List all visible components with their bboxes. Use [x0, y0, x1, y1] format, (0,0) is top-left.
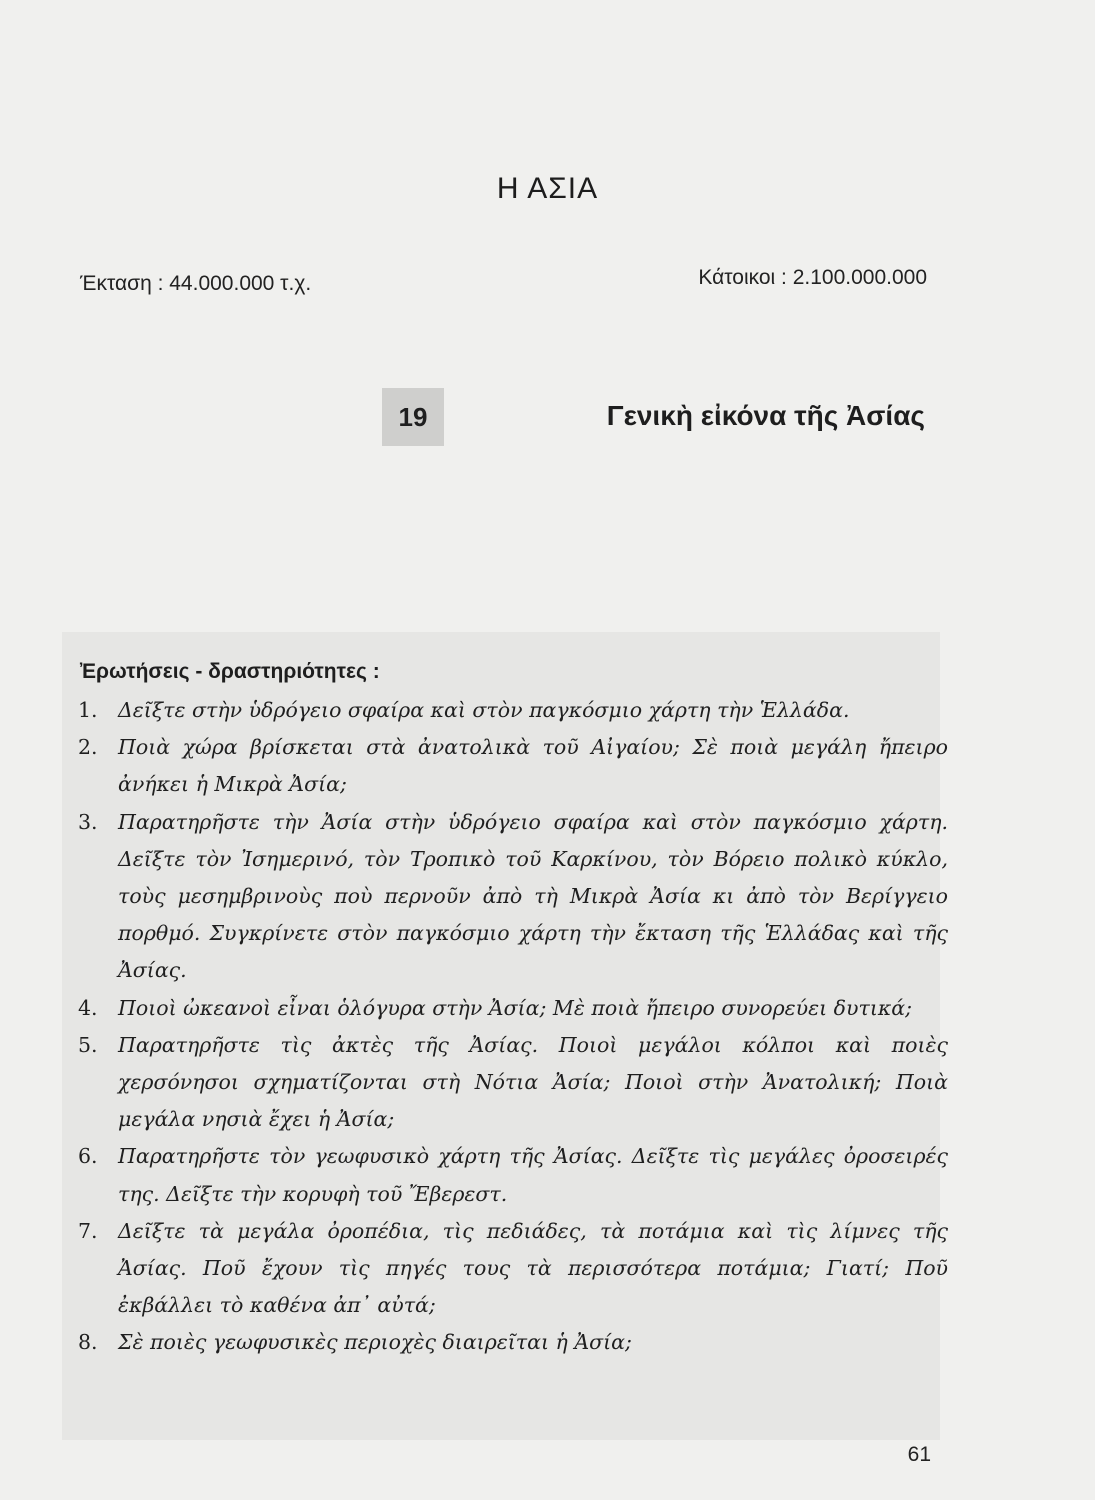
question-text: Δεῖξτε στὴν ὑδρόγειο σφαίρα καὶ στὸν παγκόσμιο χάρτη τὴν Ἑλλάδα. [118, 698, 850, 722]
question-number: 4. [78, 995, 98, 1020]
area-info: Έκταση : 44.000.000 τ.χ. [80, 272, 312, 295]
question-text: Παρατηρῆστε τὶς ἀκτὲς τῆς Ἀσίας. Ποιοὶ μεγάλοι κόλποι καὶ ποιὲς χερσόνησοι σχηματίζονται στὴ Νότια Ἀσία; Ποιοὶ στὴν Ἀνατολική; Ποιὰ μεγάλα νησιὰ ἔχει ἡ Ἀσία; [118, 1032, 948, 1132]
lesson-number-badge: 19 [382, 388, 444, 446]
question-number: 2. [78, 735, 98, 760]
question-item [78, 1324, 948, 1361]
question-text: Παρατηρῆστε τὴν Ἀσία στὴν ὑδρόγειο σφαίρα καὶ στὸν παγκόσμιο χάρτη. Δεῖξτε τὸν Ἰσημερινό, τὸν Τροπικὸ τοῦ Καρκίνου, τὸν Βόρειο πολικὸ κύκλο, τοὺς μεσημβρινοὺς ποὺ περνοῦν ἀπὸ τὴ Μικρὰ Ἀσία κι ἀπὸ τὸν Βερίγγειο πορθμό. Συγκρίνετε στὸν παγκόσμιο χάρτη τὴν ἔκταση τῆς Ἑλλάδας καὶ τῆς Ἀσίας. [118, 809, 948, 983]
question-text: Παρατηρῆστε τὸν γεωφυσικὸ χάρτη τῆς Ἀσίας. Δεῖξτε τὶς μεγάλες ὀροσειρές της. Δεῖξτε τὴν κορυφὴ τοῦ Ἔβερεστ. [118, 1144, 948, 1206]
question-number: 7. [78, 1218, 98, 1243]
question-text: Ποιὰ χώρα βρίσκεται στὰ ἀνατολικὰ τοῦ Αἰγαίου; Σὲ ποιὰ μεγάλη ἤπειρο ἀνήκει ἡ Μικρὰ Ἀσία; [118, 735, 948, 797]
lesson-title: Γενικὴ εἰκόνα τῆς Ἀσίας [606, 400, 925, 431]
population-info: Κάτοικοι : 2.100.000.000 [698, 266, 927, 289]
chapter-title: Η ΑΣΙΑ [496, 172, 599, 205]
questions-list [78, 692, 948, 1362]
question-number: 8. [78, 1330, 98, 1355]
question-text: Σὲ ποιὲς γεωφυσικὲς περιοχὲς διαιρεῖται ἡ Ἀσία; [118, 1330, 632, 1355]
question-number: 1. [78, 698, 98, 722]
question-number: 6. [78, 1144, 98, 1169]
question-item [78, 804, 948, 990]
question-item [78, 1213, 948, 1325]
page-number: 61 [907, 1443, 931, 1466]
question-text: Δεῖξτε τὰ μεγάλα ὀροπέδια, τὶς πεδιάδες, τὰ ποτάμια καὶ τὶς λίμνες τῆς Ἀσίας. Ποῦ ἔχουν τὶς πηγές τους τὰ περισσότερα ποτάμια; Γιατί; Ποῦ ἐκβάλλει τὸ καθένα ἀπ᾿ αὐτά; [118, 1218, 948, 1318]
question-item [78, 729, 948, 803]
question-item [78, 692, 948, 729]
question-item [78, 1138, 948, 1212]
question-number: 5. [78, 1032, 98, 1057]
question-item [78, 1027, 948, 1139]
question-number: 3. [78, 809, 98, 834]
question-text: Ποιοὶ ὠκεανοὶ εἶναι ὁλόγυρα στὴν Ἀσία; Μὲ ποιὰ ἤπειρο συνορεύει δυτικά; [118, 995, 913, 1020]
question-item [78, 990, 948, 1027]
questions-heading: Ἐρωτήσεις - δραστηριότητες : [80, 660, 380, 683]
